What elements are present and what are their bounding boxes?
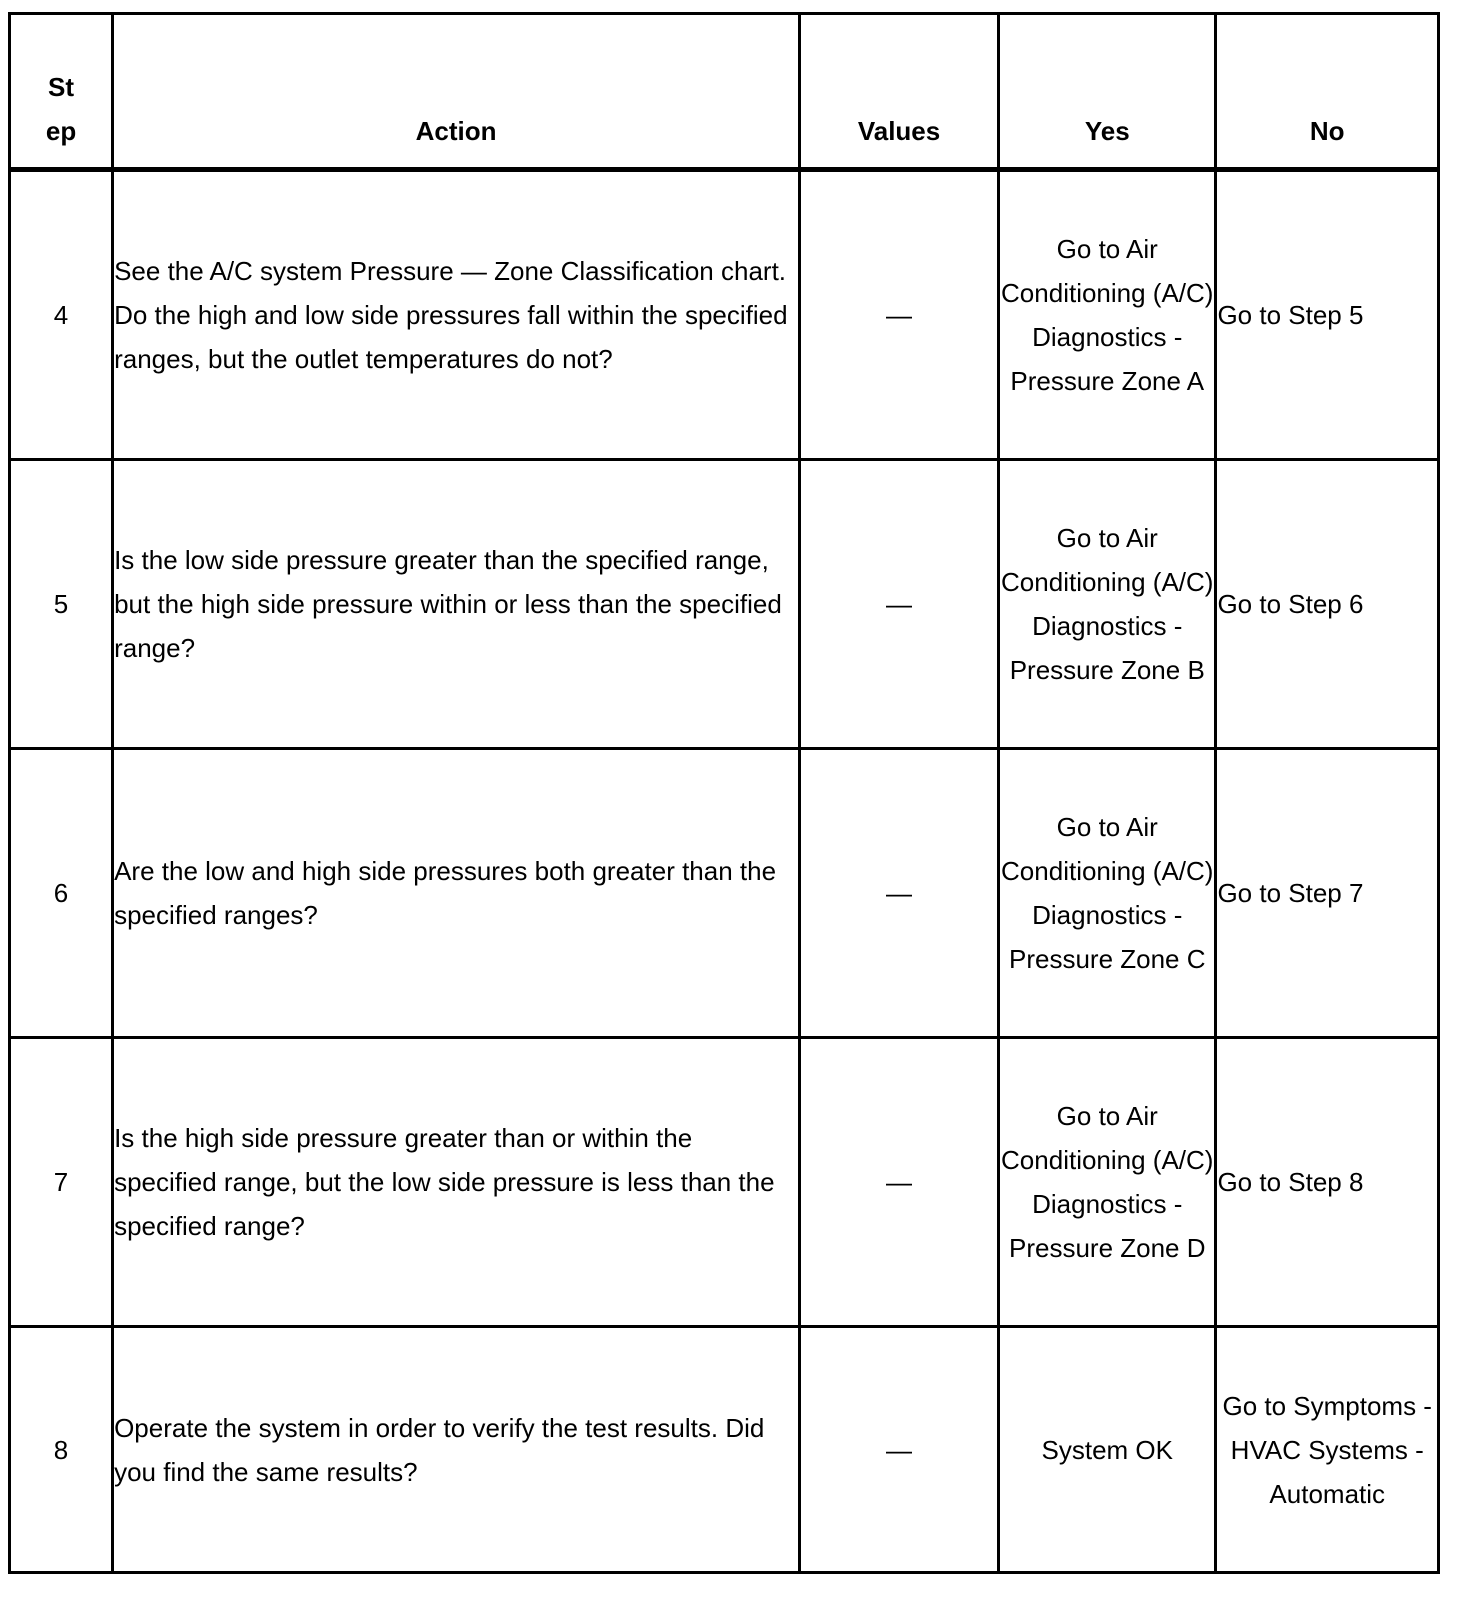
header-step: St ep [10,14,113,170]
header-row [10,14,1439,170]
action-cell: Is the low side pressure greater than the specified range, but the high side pressure within or less than the specified range? [113,460,800,749]
values-cell: — [800,170,999,460]
step-cell: 6 [10,749,113,1038]
values-cell: — [800,749,999,1038]
header-values: Values [800,14,999,170]
action-cell: Are the low and high side pressures both greater than the specified ranges? [113,749,800,1038]
values-cell: — [800,1038,999,1327]
values-cell: — [800,460,999,749]
header-no: No [1216,14,1439,170]
action-cell: Is the high side pressure greater than or within the specified range, but the low side pressure is less than the specified range? [113,1038,800,1327]
step-cell: 4 [10,170,113,460]
values-cell: — [800,1327,999,1573]
header-yes: Yes [999,14,1216,170]
action-cell: See the A/C system Pressure — Zone Classification chart. Do the high and low side pressures fall within the specified ranges, but the outlet temperatures do not? [113,170,800,460]
table-row [10,749,1439,1038]
yes-cell: System OK [999,1327,1216,1573]
no-cell: Go to Symptoms - HVAC Systems - Automatic [1216,1327,1439,1573]
step-cell: 8 [10,1327,113,1573]
yes-cell: Go to Air Conditioning (A/C) Diagnostics - Pressure Zone A [999,170,1216,460]
yes-cell: Go to Air Conditioning (A/C) Diagnostics - Pressure Zone B [999,460,1216,749]
action-cell: Operate the system in order to verify the test results. Did you find the same results? [113,1327,800,1573]
no-cell: Go to Step 5 [1216,170,1439,460]
no-cell: Go to Step 6 [1216,460,1439,749]
yes-cell: Go to Air Conditioning (A/C) Diagnostics - Pressure Zone D [999,1038,1216,1327]
step-cell: 7 [10,1038,113,1327]
no-cell: Go to Step 8 [1216,1038,1439,1327]
step-cell: 5 [10,460,113,749]
header-action: Action [113,14,800,170]
table-row [10,460,1439,749]
no-cell: Go to Step 7 [1216,749,1439,1038]
yes-cell: Go to Air Conditioning (A/C) Diagnostics - Pressure Zone C [999,749,1216,1038]
table-row [10,170,1439,460]
table-row [10,1038,1439,1327]
diagnostic-table [8,12,1440,1574]
table-row [10,1327,1439,1573]
